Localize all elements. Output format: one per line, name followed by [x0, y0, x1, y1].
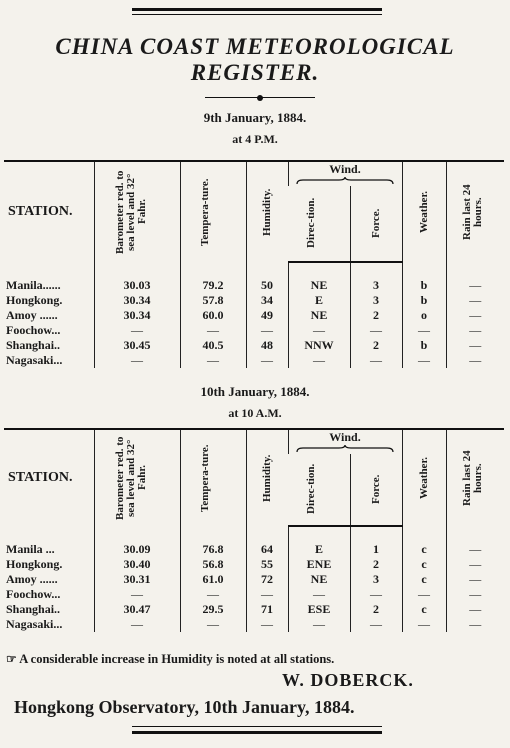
station-name: Nagasaki...: [6, 353, 63, 367]
temperature-value: 56.8: [180, 557, 246, 572]
temperature-value: —: [180, 353, 246, 368]
wind-direction-value: —: [288, 323, 350, 338]
weather-value: —: [402, 323, 446, 338]
barometer-header: Barometer red. to sea level and 32° Fahr.: [114, 170, 148, 254]
humidity-header: Humidity.: [260, 188, 273, 236]
wind-force-value: —: [350, 617, 402, 632]
temperature-value: 61.0: [180, 572, 246, 587]
table-row: [4, 278, 504, 293]
wind-direction-value: ESE: [288, 602, 350, 617]
weather-value: —: [402, 617, 446, 632]
humidity-value: —: [246, 617, 288, 632]
humidity-value: 55: [246, 557, 288, 572]
wind-header: Wind.: [329, 430, 361, 445]
pointing-hand-icon: ☞: [6, 652, 17, 666]
rain-value: —: [446, 602, 504, 617]
bottom-rule-thin: [132, 726, 382, 727]
wind-brace-icon: [295, 445, 395, 453]
temperature-value: 57.8: [180, 293, 246, 308]
direction-header: Direc-tion.: [304, 464, 317, 515]
barometer-value: 30.47: [94, 602, 180, 617]
barometer-value: —: [94, 353, 180, 368]
report-1-time: at 4 P.M.: [232, 132, 278, 146]
force-header: Force.: [369, 474, 382, 504]
station-name: Nagasaki...: [6, 617, 63, 631]
wind-direction-value: ENE: [288, 557, 350, 572]
station-name: Foochow...: [6, 587, 61, 601]
rain-value: —: [446, 587, 504, 602]
temperature-value: 79.2: [180, 278, 246, 293]
wind-force-value: 3: [350, 293, 402, 308]
station-name: Amoy ......: [6, 572, 58, 586]
table-row: [4, 323, 504, 338]
weather-value: o: [402, 308, 446, 323]
title-line-2: REGISTER.: [190, 60, 320, 85]
humidity-value: 34: [246, 293, 288, 308]
table-row: [4, 572, 504, 587]
barometer-value: —: [94, 323, 180, 338]
barometer-value: 30.09: [94, 542, 180, 557]
wind-force-value: 3: [350, 278, 402, 293]
weather-value: c: [402, 542, 446, 557]
humidity-value: 72: [246, 572, 288, 587]
report-2-time: at 10 A.M.: [228, 406, 282, 420]
observatory-dateline: Hongkong Observatory, 10th January, 1884.: [14, 697, 355, 717]
barometer-value: 30.40: [94, 557, 180, 572]
temperature-value: 29.5: [180, 602, 246, 617]
wind-direction-value: —: [288, 617, 350, 632]
station-name: Hongkong.: [6, 293, 63, 307]
rain-value: —: [446, 557, 504, 572]
wind-direction-value: E: [288, 293, 350, 308]
barometer-value: —: [94, 617, 180, 632]
wind-header: Wind.: [329, 162, 361, 177]
weather-value: c: [402, 557, 446, 572]
wind-force-value: 2: [350, 557, 402, 572]
rain-header: Rain last 24 hours.: [461, 184, 485, 240]
temperature-value: 76.8: [180, 542, 246, 557]
station-header: STATION.: [4, 429, 94, 526]
rain-value: —: [446, 293, 504, 308]
weather-value: c: [402, 602, 446, 617]
wind-force-value: —: [350, 587, 402, 602]
humidity-value: 64: [246, 542, 288, 557]
table-row: [4, 338, 504, 353]
weather-value: b: [402, 278, 446, 293]
wind-force-value: 2: [350, 308, 402, 323]
weather-header: Weather.: [417, 190, 430, 234]
top-rule-thin: [132, 14, 382, 15]
temperature-value: 60.0: [180, 308, 246, 323]
weather-value: —: [402, 587, 446, 602]
station-name: Hongkong.: [6, 557, 63, 571]
table-row: [4, 557, 504, 572]
rain-value: —: [446, 617, 504, 632]
force-header: Force.: [369, 208, 382, 239]
wind-brace-icon: [295, 177, 395, 185]
humidity-value: 48: [246, 338, 288, 353]
table-row: [4, 542, 504, 557]
weather-value: b: [402, 338, 446, 353]
humidity-value: —: [246, 323, 288, 338]
rain-header: Rain last 24 hours.: [461, 450, 485, 506]
humidity-value: —: [246, 353, 288, 368]
barometer-value: 30.34: [94, 293, 180, 308]
wind-direction-value: —: [288, 587, 350, 602]
table-row: [4, 353, 504, 368]
barometer-value: 30.31: [94, 572, 180, 587]
wind-direction-value: NE: [288, 308, 350, 323]
humidity-header: Humidity.: [260, 454, 273, 502]
wind-force-value: 3: [350, 572, 402, 587]
barometer-value: 30.45: [94, 338, 180, 353]
title-line-1: CHINA COAST METEOROLOGICAL: [55, 34, 455, 59]
wind-force-value: 2: [350, 602, 402, 617]
humidity-value: 49: [246, 308, 288, 323]
report-1-date: 9th January, 1884.: [203, 110, 307, 125]
rain-value: —: [446, 542, 504, 557]
wind-force-value: —: [350, 323, 402, 338]
station-name: Manila......: [6, 278, 61, 292]
rain-value: —: [446, 353, 504, 368]
station-header: STATION.: [4, 161, 94, 262]
note-text: A considerable increase in Humidity is noted at all stations.: [19, 652, 335, 666]
station-name: Foochow...: [6, 323, 61, 337]
wind-direction-value: NE: [288, 572, 350, 587]
weather-value: b: [402, 293, 446, 308]
signature: W. DOBERCK.: [282, 670, 414, 690]
wind-direction-value: NE: [288, 278, 350, 293]
station-name: Shanghai..: [6, 602, 61, 616]
table-row: [4, 587, 504, 602]
humidity-value: 50: [246, 278, 288, 293]
temperature-value: —: [180, 617, 246, 632]
temperature-value: —: [180, 587, 246, 602]
weather-value: c: [402, 572, 446, 587]
top-rule: [132, 8, 382, 11]
table-row: [4, 293, 504, 308]
wind-direction-value: NNW: [288, 338, 350, 353]
station-name: Manila ...: [6, 542, 55, 556]
wind-direction-value: E: [288, 542, 350, 557]
ornament-divider: [205, 95, 315, 101]
rain-value: —: [446, 572, 504, 587]
direction-header: Direc-tion.: [304, 198, 317, 249]
weather-value: —: [402, 353, 446, 368]
table-row: [4, 617, 504, 632]
humidity-note: [6, 652, 506, 667]
temperature-header: Tempera-ture.: [199, 444, 211, 512]
station-name: Shanghai..: [6, 338, 61, 352]
barometer-value: 30.03: [94, 278, 180, 293]
wind-force-value: 2: [350, 338, 402, 353]
humidity-value: 71: [246, 602, 288, 617]
rain-value: —: [446, 338, 504, 353]
weather-header: Weather.: [417, 456, 430, 500]
report-1-table: [4, 160, 504, 368]
table-row: [4, 308, 504, 323]
station-name: Amoy ......: [6, 308, 58, 322]
temperature-header: Tempera-ture.: [199, 178, 211, 246]
wind-force-value: 1: [350, 542, 402, 557]
table-row: [4, 602, 504, 617]
report-2-date: 10th January, 1884.: [200, 384, 310, 399]
humidity-value: —: [246, 587, 288, 602]
barometer-value: 30.34: [94, 308, 180, 323]
rain-value: —: [446, 323, 504, 338]
barometer-value: —: [94, 587, 180, 602]
bottom-rule: [132, 731, 382, 734]
wind-direction-value: —: [288, 353, 350, 368]
barometer-header: Barometer red. to sea level and 32° Fahr.: [114, 436, 148, 520]
temperature-value: 40.5: [180, 338, 246, 353]
temperature-value: —: [180, 323, 246, 338]
rain-value: —: [446, 278, 504, 293]
rain-value: —: [446, 308, 504, 323]
report-2-table: [4, 428, 504, 632]
wind-force-value: —: [350, 353, 402, 368]
